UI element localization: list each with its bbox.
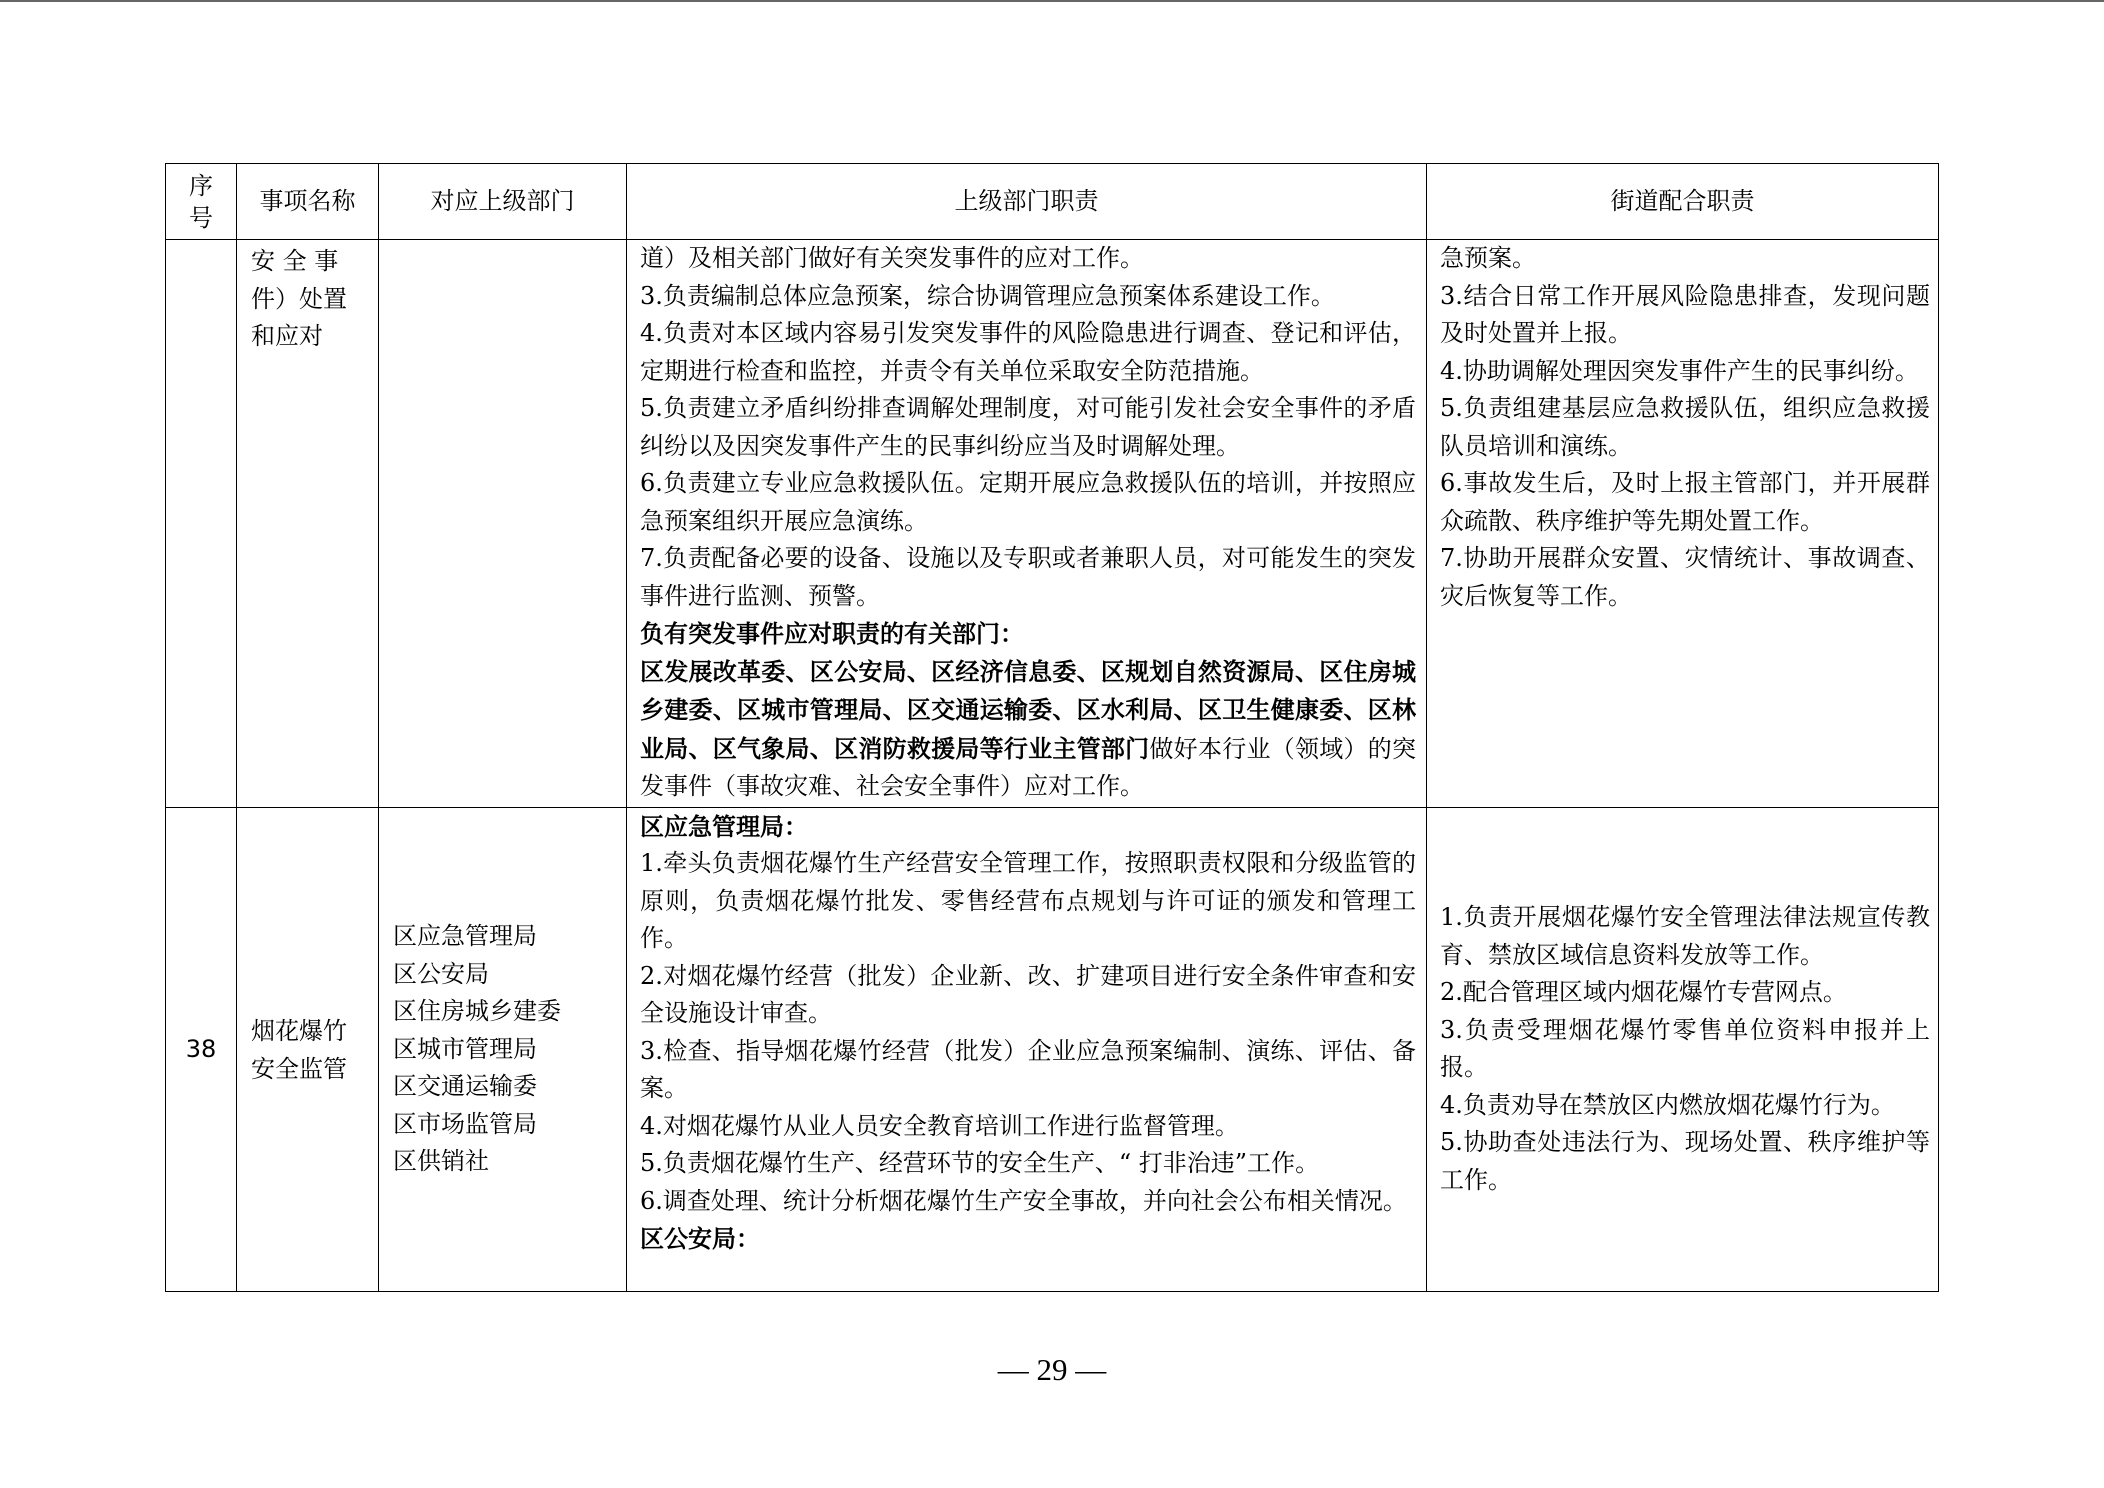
street-duty-paragraph: 4.负责劝导在禁放区内燃放烟花爆竹行为。	[1440, 1090, 1895, 1119]
department-item: 区公安局	[393, 959, 489, 988]
table-row	[166, 807, 1939, 1291]
duty-paragraph: 3.检查、指导烟花爆竹经营（批发）企业应急预案编制、演练、评估、备案。	[640, 1036, 1416, 1103]
street-duty-paragraph: 急预案。	[1440, 244, 1536, 272]
row-item-name	[237, 240, 379, 808]
duty-paragraph: 道）及相关部门做好有关突发事件的应对工作。	[640, 244, 1144, 272]
street-duty-paragraph: 1.负责开展烟花爆竹安全管理法律法规宣传教育、禁放区域信息资料发放等工作。	[1440, 903, 1930, 969]
header-seq-char: 号	[189, 203, 213, 232]
row-departments	[379, 240, 627, 808]
duty-paragraph: 6.负责建立专业应急救援队伍。定期开展应急救援队伍的培训，并按照应急预案组织开展应急演练。	[640, 469, 1416, 535]
table-header-row	[166, 164, 1939, 240]
street-duty-paragraph: 2.配合管理区域内烟花爆竹专营网点。	[1440, 978, 1847, 1007]
department-item: 区住房城乡建委	[393, 997, 561, 1026]
duty-paragraph: 4.对烟花爆竹从业人员安全教育培训工作进行监督管理。	[640, 1111, 1239, 1140]
header-name: 事项名称	[237, 164, 379, 240]
street-duty-paragraph: 6.事故发生后，及时上报主管部门，并开展群众疏散、秩序维护等先期处置工作。	[1440, 469, 1930, 535]
duty-paragraph: 1.牵头负责烟花爆竹生产经营安全管理工作，按照职责权限和分级监管的原则，负责烟花爆竹批发、零售经营布点规划与许可证的颁发和管理工作。	[640, 849, 1416, 953]
duty-paragraph: 4.负责对本区域内容易引发突发事件的风险隐患进行调查、登记和评估，定期进行检查和监控，并责令有关单位采取安全防范措施。	[640, 319, 1416, 385]
header-seq	[166, 164, 237, 240]
page-top-rule	[0, 0, 2104, 2]
street-duty-paragraph: 5.负责组建基层应急救援队伍，组织应急救援队员培训和演练。	[1440, 394, 1930, 460]
street-duty-paragraph: 5.协助查处违法行为、现场处置、秩序维护等工作。	[1440, 1128, 1930, 1194]
department-item: 区交通运输委	[393, 1072, 537, 1101]
row-street-duties	[1427, 807, 1939, 1291]
item-name-line: 安全监管	[251, 1054, 347, 1083]
responsible-departments-bold: 区发展改革委、区公安局、区经济信息委、区规划自然资源局、区住房城乡建委、区城市管理局、区交通运输委、区水利局、区卫生健康委、区林业局、区气象局、区消防救援局等行业主管部门	[640, 656, 1416, 763]
department-item: 区城市管理局	[393, 1034, 537, 1063]
item-name-line: 安 全 事	[251, 247, 339, 275]
duty-heading: 负有突发事件应对职责的有关部门：	[640, 619, 1024, 648]
row-seq: 38	[166, 807, 237, 1291]
duty-paragraph-mixed	[640, 653, 1416, 806]
duty-paragraph: 7.负责配备必要的设备、设施以及专职或者兼职人员，对可能发生的突发事件进行监测、预警。	[640, 544, 1416, 610]
duty-paragraph: 6.调查处理、统计分析烟花爆竹生产安全事故，并向社会公布相关情况。	[640, 1186, 1407, 1215]
duty-heading: 区应急管理局：	[640, 811, 808, 841]
responsibility-table	[165, 163, 1939, 1292]
responsible-departments-text: 做好本行业（领域）的突发事件（事故灾难、社会安全事件）应对工作。	[640, 734, 1417, 800]
duty-heading: 区公安局：	[640, 1224, 760, 1254]
duty-paragraph: 3.负责编制总体应急预案，综合协调管理应急预案体系建设工作。	[640, 281, 1335, 310]
row-departments	[379, 807, 627, 1291]
duty-paragraph: 2.对烟花爆竹经营（批发）企业新、改、扩建项目进行安全条件审查和安全设施设计审查。	[640, 961, 1416, 1028]
street-duty-paragraph: 3.负责受理烟花爆竹零售单位资料申报并上报。	[1440, 1015, 1930, 1082]
row-street-duties	[1427, 240, 1939, 808]
item-name-line: 和应对	[251, 322, 323, 350]
row-superior-duties	[627, 240, 1427, 808]
header-seq-text	[166, 170, 236, 234]
header-duty: 上级部门职责	[627, 164, 1427, 240]
department-item: 区市场监管局	[393, 1109, 537, 1138]
page-number: — 29 —	[997, 1352, 1107, 1387]
duty-paragraph: 5.负责建立矛盾纠纷排查调解处理制度，对可能引发社会安全事件的矛盾纠纷以及因突发事件产生的民事纠纷应当及时调解处理。	[640, 394, 1416, 460]
department-item: 区供销社	[393, 1147, 489, 1176]
header-seq-char: 序	[189, 171, 213, 200]
header-dept: 对应上级部门	[379, 164, 627, 240]
street-duty-paragraph: 4.协助调解处理因突发事件产生的民事纠纷。	[1440, 356, 1919, 385]
street-duty-paragraph: 3.结合日常工作开展风险隐患排查，发现问题及时处置并上报。	[1440, 281, 1930, 347]
item-name-line: 件）处置	[251, 284, 347, 313]
item-name-line: 烟花爆竹	[251, 1017, 347, 1046]
table-row	[166, 240, 1939, 808]
header-street: 街道配合职责	[1427, 164, 1939, 240]
duty-paragraph: 5.负责烟花爆竹生产、经营环节的安全生产、“ 打非治违”工作。	[640, 1149, 1320, 1178]
street-duty-paragraph: 7.协助开展群众安置、灾情统计、事故调查、灾后恢复等工作。	[1440, 544, 1930, 610]
row-superior-duties	[627, 807, 1427, 1291]
department-item: 区应急管理局	[393, 922, 537, 951]
row-seq	[166, 240, 237, 808]
row-item-name	[237, 807, 379, 1291]
